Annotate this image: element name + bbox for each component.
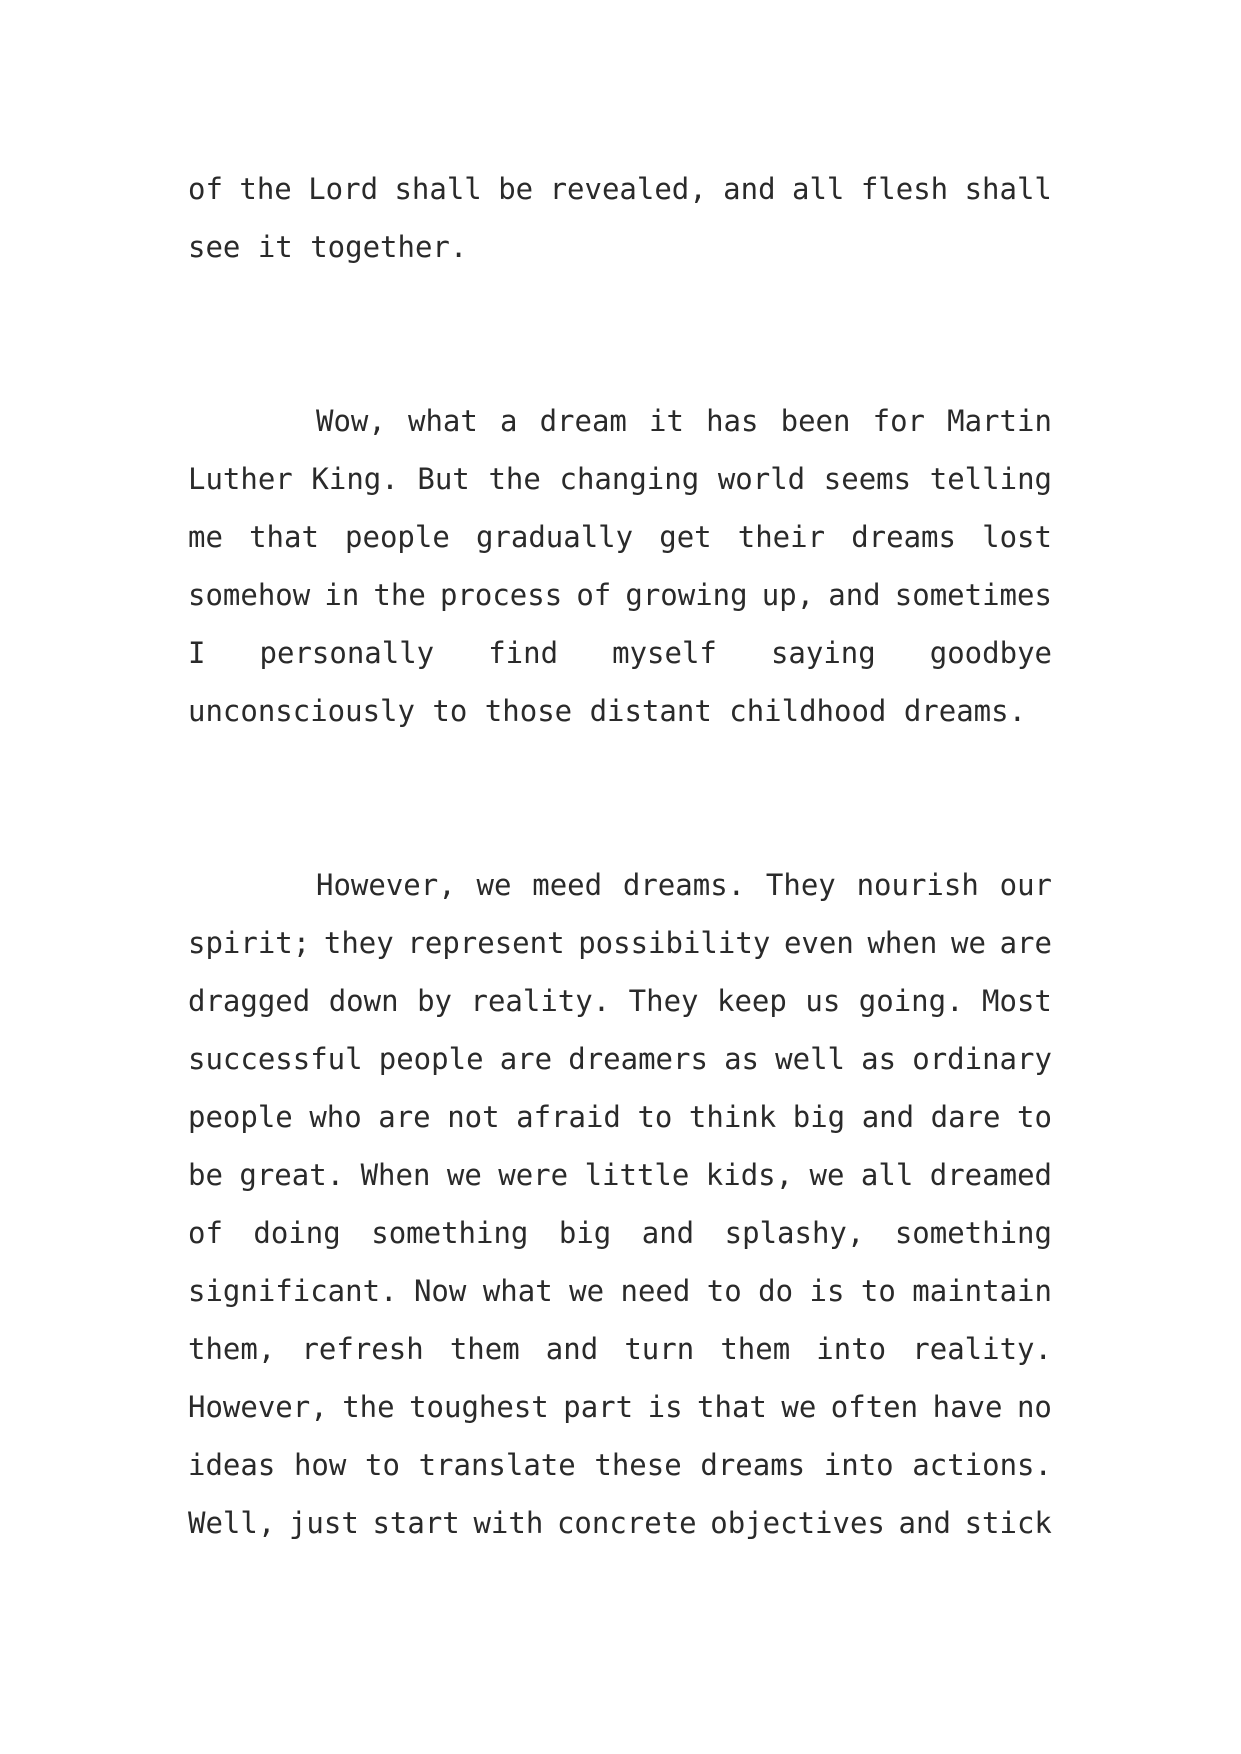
paragraph-line xyxy=(188,566,1052,624)
word: dreams xyxy=(700,1448,806,1482)
paragraph xyxy=(188,160,1052,276)
word: to xyxy=(706,1274,742,1308)
word: goodbye xyxy=(929,636,1052,670)
word: lost xyxy=(982,520,1052,554)
word: been xyxy=(780,404,851,438)
word: we xyxy=(446,1158,482,1192)
text-column xyxy=(188,160,1052,1552)
paragraph-line xyxy=(188,1088,1052,1146)
word: down xyxy=(328,984,399,1018)
word: that xyxy=(697,1390,767,1424)
word: However, xyxy=(316,868,456,902)
word: stick xyxy=(964,1506,1052,1540)
word: be xyxy=(498,172,534,206)
word: something xyxy=(371,1216,529,1250)
word: to xyxy=(1017,1100,1052,1134)
paragraph-line: unconsciously to those distant childhood dreams. xyxy=(188,694,1027,728)
word: often xyxy=(830,1390,919,1424)
word: dream xyxy=(539,404,627,438)
word: growing xyxy=(625,578,748,612)
word: gradually xyxy=(475,520,634,554)
paragraph-line xyxy=(188,1262,1052,1320)
word: with xyxy=(473,1506,544,1540)
word: me xyxy=(188,520,223,554)
word: the xyxy=(488,462,541,496)
word: when xyxy=(867,926,938,960)
word: need xyxy=(620,1274,691,1308)
word: and xyxy=(723,172,776,206)
word: who xyxy=(309,1100,362,1134)
word: and xyxy=(861,1100,915,1134)
word: flesh xyxy=(860,172,949,206)
word: all xyxy=(791,172,845,206)
paragraph-line xyxy=(188,1204,1052,1262)
word: is xyxy=(809,1274,845,1308)
word: as xyxy=(861,1042,897,1076)
word: dreams xyxy=(851,520,956,554)
word: a xyxy=(499,404,518,438)
paragraph-line xyxy=(188,972,1052,1030)
word: shall xyxy=(964,172,1052,206)
word: actions. xyxy=(912,1448,1052,1482)
word: the xyxy=(373,578,426,612)
word: the xyxy=(239,172,292,206)
word: and xyxy=(641,1216,695,1250)
paragraph-line xyxy=(188,392,1052,450)
paragraph-line xyxy=(188,914,1052,972)
word: great. xyxy=(239,1158,345,1192)
word: we xyxy=(569,1274,605,1308)
paragraph-line xyxy=(188,856,1052,914)
paragraph-line xyxy=(188,624,1052,682)
word: myself xyxy=(612,636,717,670)
word: process xyxy=(439,578,563,612)
word: and xyxy=(898,1506,951,1540)
paragraph xyxy=(188,856,1052,1552)
word: all xyxy=(860,1158,914,1192)
word: ideas xyxy=(188,1448,276,1482)
word: saying xyxy=(770,636,876,670)
word: afraid xyxy=(516,1100,621,1134)
word: were xyxy=(498,1158,569,1192)
word: to xyxy=(365,1448,400,1482)
word: world xyxy=(717,462,806,496)
paragraph-line xyxy=(188,1436,1052,1494)
word: for xyxy=(872,404,925,438)
word: concrete xyxy=(556,1506,697,1540)
word: them xyxy=(720,1332,791,1366)
word: Well, xyxy=(188,1506,276,1540)
word: people xyxy=(378,1042,484,1076)
paragraph-line xyxy=(188,1378,1052,1436)
word: going. xyxy=(858,984,964,1018)
word: have xyxy=(932,1390,1003,1424)
word: as xyxy=(724,1042,759,1076)
word: turn xyxy=(624,1332,695,1366)
word: Luther xyxy=(188,462,293,496)
word: translate xyxy=(418,1448,576,1482)
word: Most xyxy=(982,984,1052,1018)
word: well xyxy=(775,1042,845,1076)
word: shall xyxy=(394,172,482,206)
word: what xyxy=(482,1274,553,1308)
word: into xyxy=(823,1448,894,1482)
paragraph-line xyxy=(188,450,1052,508)
word: we xyxy=(476,868,512,902)
word: But xyxy=(417,462,470,496)
word: and xyxy=(828,578,881,612)
word: of xyxy=(576,578,612,612)
word: to xyxy=(860,1274,896,1308)
paragraph-line xyxy=(188,1030,1052,1088)
word: them, xyxy=(188,1332,276,1366)
word: part xyxy=(563,1390,634,1424)
word: kids, xyxy=(705,1158,794,1192)
word: Lord xyxy=(308,172,379,206)
word: we xyxy=(809,1158,845,1192)
word: reality. xyxy=(470,984,611,1018)
word: even xyxy=(783,926,854,960)
paragraph-line xyxy=(188,1320,1052,1378)
word: in xyxy=(324,578,360,612)
paragraph-line xyxy=(188,160,1052,218)
word: of xyxy=(188,172,223,206)
word: significant. xyxy=(188,1274,398,1308)
word: no xyxy=(1016,1390,1052,1424)
word: little xyxy=(584,1158,690,1192)
word: be xyxy=(188,1158,223,1192)
word: start xyxy=(372,1506,460,1540)
word: are xyxy=(378,1100,431,1134)
word: they xyxy=(323,926,394,960)
word: I xyxy=(188,636,206,670)
word: When xyxy=(360,1158,431,1192)
word: personally xyxy=(259,636,435,670)
word: dare xyxy=(930,1100,1001,1134)
paragraph-line xyxy=(188,1146,1052,1204)
paragraph-spacer xyxy=(188,740,1052,856)
word: not xyxy=(447,1100,500,1134)
word: nourish xyxy=(856,868,979,902)
word: are xyxy=(499,1042,553,1076)
word: think xyxy=(688,1100,777,1134)
word: successful xyxy=(188,1042,363,1076)
word: dreams. xyxy=(622,868,746,902)
word: dragged xyxy=(188,984,311,1018)
word: somehow xyxy=(188,578,311,612)
word: spirit; xyxy=(188,926,311,960)
word: their xyxy=(737,520,826,554)
word: we xyxy=(950,926,986,960)
word: Martin xyxy=(947,404,1052,438)
word: the xyxy=(342,1390,395,1424)
word: what xyxy=(407,404,478,438)
word: telling xyxy=(929,462,1052,496)
word: toughest xyxy=(409,1390,549,1424)
paragraph-line xyxy=(188,508,1052,566)
word: our xyxy=(999,868,1052,902)
paragraph-spacer xyxy=(188,276,1052,392)
word: objectives xyxy=(710,1506,885,1540)
word: how xyxy=(293,1448,347,1482)
word: has xyxy=(706,404,759,438)
word: refresh xyxy=(301,1332,424,1366)
word: are xyxy=(999,926,1052,960)
word: They xyxy=(765,868,836,902)
word: by xyxy=(417,984,452,1018)
word: seems xyxy=(823,462,912,496)
word: sometimes xyxy=(894,578,1052,612)
word: just xyxy=(288,1506,359,1540)
word: represent xyxy=(407,926,565,960)
paragraph-line: see it together. xyxy=(188,230,468,264)
word: that xyxy=(249,520,319,554)
word: to xyxy=(637,1100,673,1134)
word: big xyxy=(558,1216,612,1250)
word: maintain xyxy=(912,1274,1052,1308)
word: and xyxy=(545,1332,599,1366)
word: do xyxy=(758,1274,794,1308)
word: is xyxy=(647,1390,683,1424)
word: people xyxy=(345,520,450,554)
word: get xyxy=(659,520,712,554)
word: dreamers xyxy=(568,1042,708,1076)
word: them xyxy=(449,1332,520,1366)
word: it xyxy=(649,404,684,438)
word: big xyxy=(792,1100,846,1134)
word: these xyxy=(594,1448,682,1482)
word: up, xyxy=(761,578,815,612)
word: doing xyxy=(253,1216,341,1250)
word: possibility xyxy=(578,926,771,960)
word: They xyxy=(628,984,699,1018)
word: Now xyxy=(413,1274,467,1308)
word: However, xyxy=(188,1390,328,1424)
word: King. xyxy=(311,462,399,496)
paragraph xyxy=(188,392,1052,740)
word: revealed, xyxy=(549,172,707,206)
word: find xyxy=(488,636,559,670)
word: reality. xyxy=(912,1332,1052,1366)
paragraph-line xyxy=(188,1494,1052,1552)
word: keep xyxy=(717,984,787,1018)
word: splashy, xyxy=(724,1216,865,1250)
word: into xyxy=(816,1332,887,1366)
word: people xyxy=(188,1100,293,1134)
word: we xyxy=(781,1390,817,1424)
word: something xyxy=(894,1216,1052,1250)
word: of xyxy=(188,1216,223,1250)
word: changing xyxy=(559,462,700,496)
word: us xyxy=(805,984,841,1018)
word: dreamed xyxy=(929,1158,1052,1192)
word: ordinary xyxy=(912,1042,1052,1076)
word: Wow, xyxy=(316,404,386,438)
word: meed xyxy=(532,868,603,902)
